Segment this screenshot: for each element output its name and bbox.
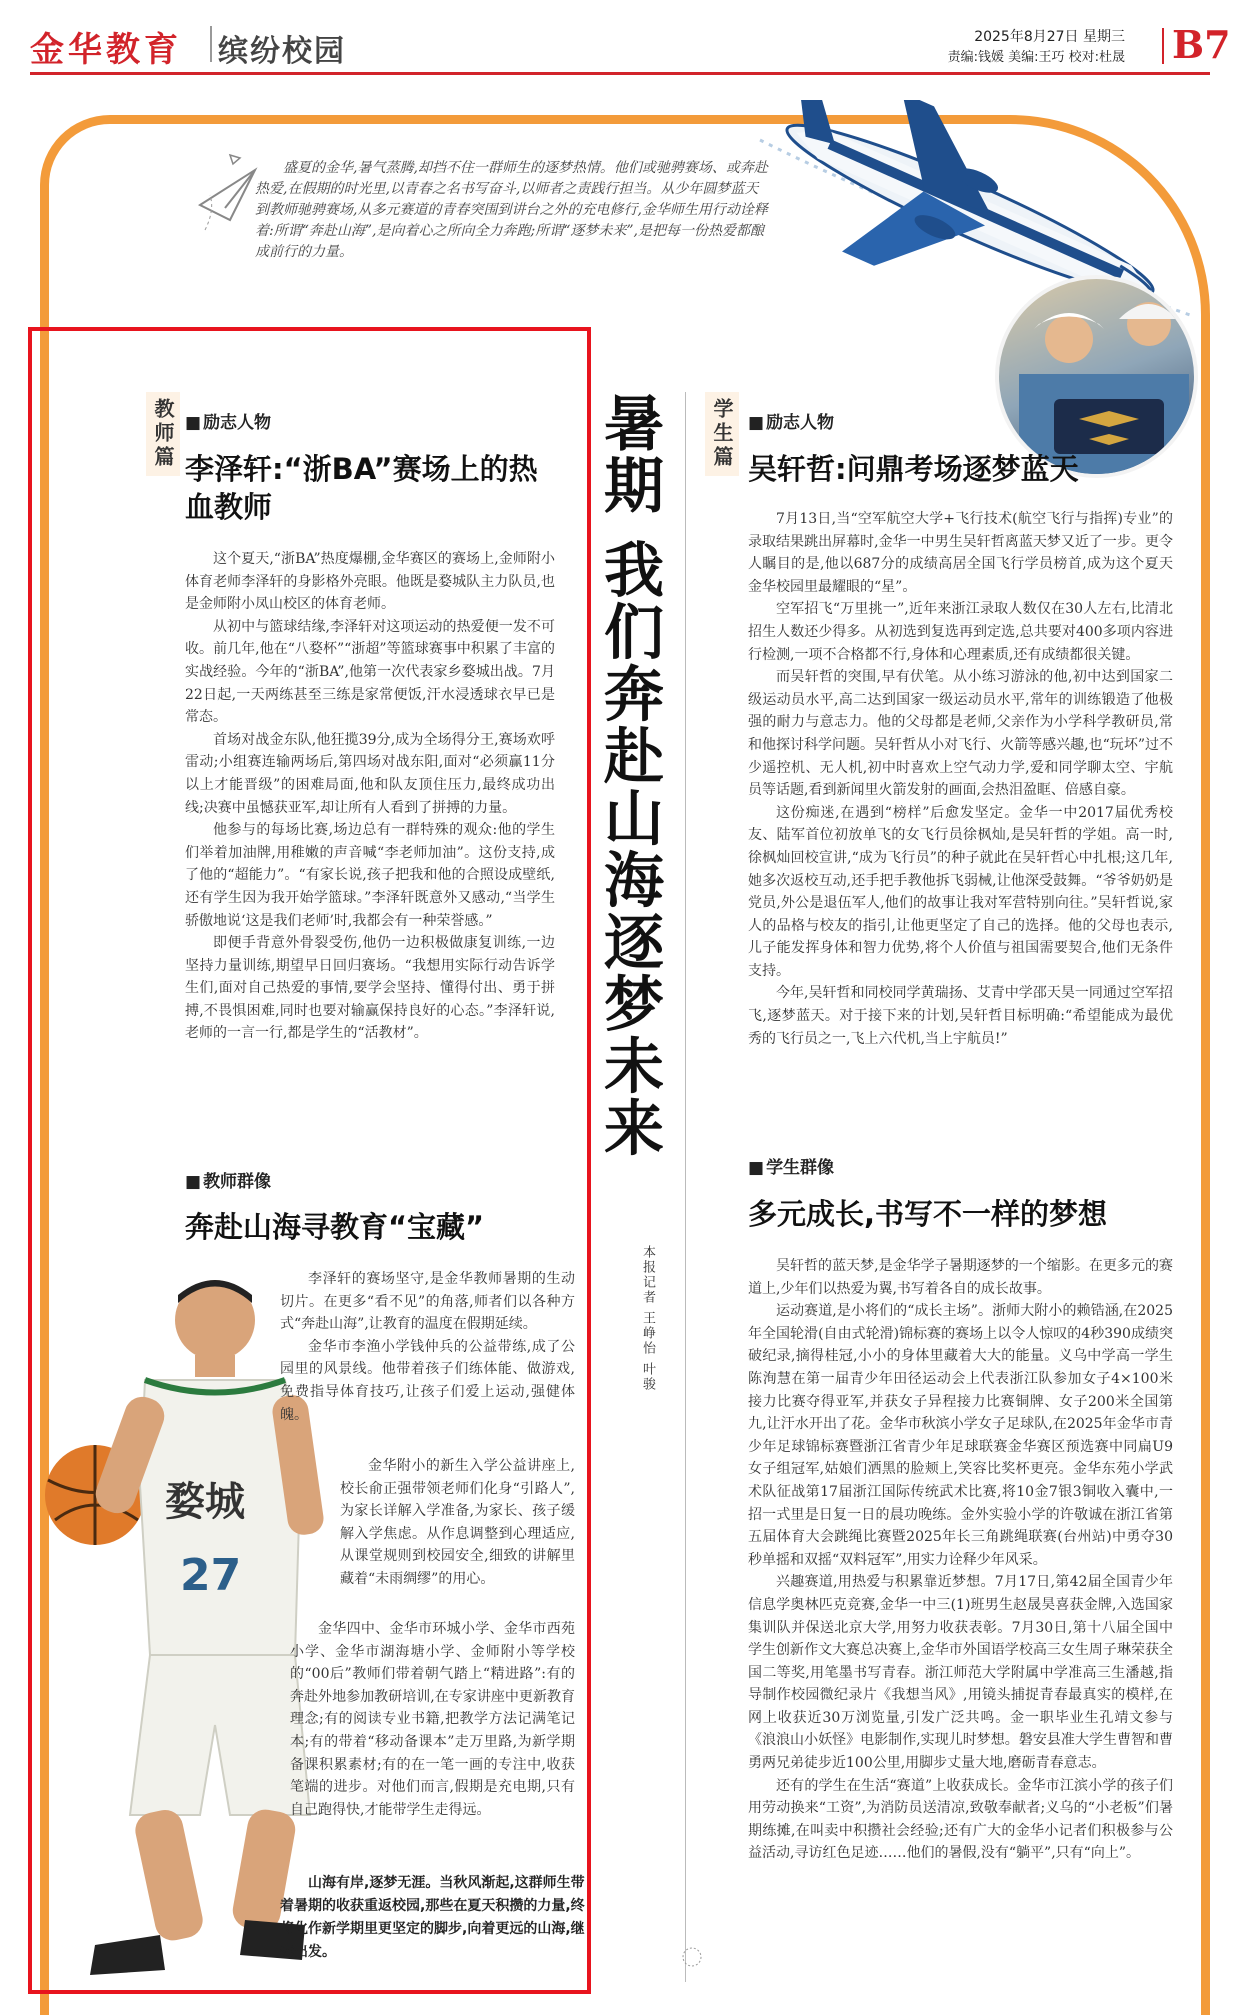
kicker-inspiring-teacher: ■ 励志人物 [185, 408, 271, 433]
headline-teacher: 李泽轩:“浙BA”赛场上的热血教师 [185, 452, 538, 524]
dateline: 2025年8月27日 星期三 [974, 29, 1125, 45]
column-divider [685, 392, 686, 1982]
closing-paragraph: 山海有岸,逐梦无涯。当秋风渐起,这群师生带着暑期的收获重返校园,那些在夏天积攒的力量,终将化作新学期里更坚定的脚步,向着更远的山海,继续出发。 [280, 1875, 585, 1960]
paragraph: 即便手背意外骨裂受伤,他仍一边积极做康复训练,一边坚持力量训练,期望早日回归赛场。“我想用实际行动告诉学生们,面对自己热爱的事情,要学会坚持、懂得付出、勇于拼搏,不畏惧困难,同时也要对输赢保持良好的心态。”李泽轩说,老师的一言一行,都是学生的“活教材”。 [185, 935, 555, 1042]
side-tag-teacher: 教师篇 [146, 392, 180, 476]
side-tag-student: 学生篇 [705, 392, 739, 476]
paragraph: 兴趣赛道,用热爱与积累靠近梦想。7月17日,第42届全国青少年信息学奥林匹克竞赛,金华一中三(1)班男生赵晟昊喜获金牌,入选国家集训队并保送北京大学,用努力收获表彰。7月30日,第十八届全国中学生创新作文大赛总决赛上,金华市外国语学校高三女生周子琳荣获全国二等奖,用笔墨书写青春。浙江师范大学附属中学准高三生潘越,指导制作校园微纪录片《我想当风》,用镜头捕捉青春最真实的模样,在网上收获近30万浏览量,引发广泛共鸣。金一职毕业生孔靖文参与《浪浪山小妖怪》电影制作,实现儿时梦想。磐安县准大学生曹智和曹勇两兄弟徒步近100公里,用脚步丈量大地,磨砺青春意志。 [748, 1574, 1173, 1772]
headline-teacher-group: 奔赴山海寻教育“宝藏” [185, 1210, 485, 1244]
paragraph: 吴轩哲的蓝天梦,是金华学子暑期逐梦的一个缩影。在更多元的赛道上,少年们以热爱为翼,书写着各自的成长故事。 [748, 1258, 1173, 1297]
paragraph: 金华附小的新生入学公益讲座上,校长俞正强带领老师们化身“引路人”,为家长详解入学准备,为家长、孩子缓解入学焦虑。从作息调整到心理适应,从课堂规则到校园安全,细致的讲解里藏着“未雨绸缪”的用心。 [340, 1458, 575, 1587]
paragraph: 运动赛道,是小将们的“成长主场”。浙师大附小的赖锆涵,在2025年全国轮滑(自由式轮滑)锦标赛的赛场上以令人惊叹的4秒390成绩突破纪录,摘得桂冠,小小的身体里藏着大大的能量。义乌中学高一学生陈洵慧在第一届青少年田径运动会上代表浙江队参加女子4×100米接力比赛夺得亚军,并获女子异程接力比赛铜牌、女子200米全国第九,让汗水开出了花。金华市秋滨小学女子足球队,在2025年金华市青少年足球锦标赛暨浙江省青少年足球联赛金华赛区预选赛中同扁U9女子组冠军,姑娘们洒黑的脸颊上,笑容比奖杯更亮。金华东苑小学武术队征战第17届浙江国际传统武术比赛,将10金7银3铜收入囊中,一招一式里是日复一日的晨功晚练。金外实验小学的许敬诚在浙江省第五届体育大会跳绳比赛暨2025年长三角跳绳联赛(台州站)中勇夺30秒单摇和双摇“双料冠军”,用实力诠释少年风采。 [748, 1303, 1173, 1568]
kicker-student-group: ■ 学生群像 [748, 1153, 834, 1178]
paragraph: 从初中与篮球结缘,李泽轩对这项运动的热爱便一发不可收。前几年,他在“八婺杯”“浙超”等篮球赛事中积累了丰富的实战经验。今年的“浙BA”,他第一次代表家乡婺城出战。7月22日起,一天两练甚至三练是家常便饭,汗水浸透球衣早已是常态。 [185, 618, 555, 726]
paragraph: 今年,吴轩哲和同校同学黄瑞扬、艾青中学邵天昊一同通过空军招飞,逐梦蓝天。对于接下来的计划,吴轩哲目标明确:“希望能成为最优秀的飞行员之一,飞上六代机,当上宇航员!” [748, 985, 1173, 1047]
jersey-number: 27 [180, 1550, 242, 1601]
header-rule [30, 72, 1210, 75]
paragraph: 他参与的每场比赛,场边总有一群特殊的观众:他的学生们举着加油牌,用稚嫩的声音喊“李老师加油”。这份支持,成了他的“超能力”。“有家长说,孩子把我和他的合照设成壁纸,还有学生因为我开始学篮球。”李泽轩既意外又感动,“当学生骄傲地说‘这是我们老师’时,我都会有一种荣誉感。” [185, 822, 555, 929]
byline: 本报记者 王峥怡 叶骏 [640, 1245, 655, 1393]
masthead: 金华教育 [30, 30, 182, 70]
kicker-inspiring-student: ■ 励志人物 [748, 408, 834, 433]
paragraph: 李泽轩的赛场坚守,是金华教师暑期的生动切片。在更多“看不见”的角落,师者们以各种方式“奔赴山海”,让教育的温度在假期延续。 [280, 1271, 575, 1333]
jersey-name: 婺城 [165, 1479, 245, 1525]
student-article-body [748, 508, 1173, 1050]
paragraph: 首场对战金东队,他狂揽39分,成为全场得分王,赛场欢呼雷动;小组赛连输两场后,第四场对战东阳,面对“必须赢11分以上才能晋级”的困难局面,他和队友顶住压力,最终成功出线;决赛中虽憾获亚军,却让所有人看到了拼搏的力量。 [185, 731, 555, 816]
page-number-separator [1162, 28, 1164, 64]
editors-line: 责编:钱媛 美编:王巧 校对:杜晟 [947, 50, 1125, 65]
student-group-body [748, 1255, 1173, 1865]
page-number: B7 [1172, 22, 1231, 67]
teacher-article-body [185, 548, 555, 1045]
pilot-portrait-illustration [999, 279, 1194, 474]
header-separator [210, 26, 212, 62]
student-photo [995, 275, 1198, 478]
paragraph: 7月13日,当“空军航空大学+飞行技术(航空飞行与指挥)专业”的录取结果跳出屏幕时,金华一中男生吴轩哲离蓝天梦又近了一步。更令人瞩目的是,他以687分的成绩高居全国飞行学员榜首,成为这个夏天金华校园里最耀眼的“星”。 [748, 511, 1173, 595]
paragraph: 这个夏天,“浙BA”热度爆棚,金华赛区的赛场上,金师附小体育老师李泽轩的身影格外亮眼。他既是婺城队主力队员,也是金师附小凤山校区的体育老师。 [185, 551, 555, 613]
paragraph: 金华市李渔小学钱仲兵的公益带练,成了公园里的风景线。他带着孩子们练体能、做游戏,免费指导体育技巧,让孩子们爱上运动,强健体魄。 [280, 1338, 575, 1423]
teacher-group-body-3 [290, 1618, 575, 1821]
kicker-teacher-group: ■ 教师群像 [185, 1167, 271, 1192]
headline-student-group: 多元成长,书写不一样的梦想 [748, 1197, 1108, 1231]
headline-student: 吴轩哲:问鼎考场逐梦蓝天 [748, 452, 1079, 486]
paragraph: 金华四中、金华市环城小学、金华市西苑小学、金华市湖海塘小学、金师附小等学校的“00后”教师们带着朝气踏上“精进路”:有的奔赴外地参加教研培训,在专家讲座中更新教育理念;有的阅读专业书籍,把教学方法记满笔记本;有的带着“移动备课本”走万里路,为新学期备课积累素材;有的在一笔一画的专注中,收获笔端的进步。对他们而言,假期是充电期,只有自己跑得快,才能带学生走得远。 [290, 1621, 575, 1818]
main-title: 暑期 我们奔赴山海逐梦未来 [594, 392, 664, 1159]
paragraph: 空军招飞“万里挑一”,近年来浙江录取人数仅在30人左右,比清北招生人数还少得多。从初选到复选再到定选,总共要对400多项内容进行检测,一项不合格都不行,身体和心理素质,还有成绩都很关键。 [748, 601, 1173, 663]
paragraph: 这份痴迷,在遇到“榜样”后愈发坚定。金华一中2017届优秀校友、陆军首位初放单飞的女飞行员徐枫灿,是吴轩哲的学姐。高一时,徐枫灿回校宣讲,“成为飞行员”的种子就此在吴轩哲心中扎根;这几年,她多次返校互动,还手把手教他拆飞弱械,让他深受鼓舞。“爷爷奶奶是党员,外公是退伍军人,他们的故事让我对军营特别向往。”吴轩哲说,家人的品格与校友的指引,让他更坚定了自己的选择。他的父母也表示,儿子能发挥身体和智力优势,将个人价值与祖国需要契合,他们无条件支持。 [748, 804, 1173, 979]
paragraph: 还有的学生在生活“赛道”上收获成长。金华市江滨小学的孩子们用劳动换来“工资”,为消防员送清凉,致敬奉献者;义乌的“小老板”们暑期练摊,在叫卖中积攒社会经验;还有广大的金华小记者们积极参与公益活动,寻访红色足迹……他们的暑假,没有“躺平”,只有“向上”。 [748, 1777, 1173, 1862]
teacher-group-body-2 [340, 1455, 575, 1591]
section-name: 缤纷校园 [218, 34, 346, 69]
ornament-icon [680, 1945, 704, 1969]
paragraph: 而吴轩哲的突围,早有伏笔。从小练习游泳的他,初中达到国家二级运动员水平,高二达到国家一级运动员水平,常年的训练锻造了他极强的耐力与意志力。他的父母都是老师,父亲作为小学科学教研员,常和他探讨科学问题。吴轩哲从小对飞行、火箭等感兴趣,也“玩坏”过不少遥控机、无人机,初中时喜欢上空气动力学,爱和同学聊太空、宇航员等话题,看到新闻里火箭发射的画面,会热泪盈眶、倍感自豪。 [748, 669, 1173, 799]
teacher-group-body-1 [280, 1268, 575, 1426]
intro-paragraph: 盛夏的金华,暑气蒸腾,却挡不住一群师生的逐梦热情。他们或驰骋赛场、或奔赴热爱,在假期的时光里,以青春之名书写奋斗,以师者之责践行担当。从少年圆梦蓝天到教师驰骋赛场,从多元赛道的青春突围到讲台之外的充电修行,金华师生用行动诠释着:所谓“奔赴山海”,是向着心之所向全力奔跑;所谓“逐梦未来”,是把每一份热爱都酿成前行的力量。 [255, 160, 768, 260]
